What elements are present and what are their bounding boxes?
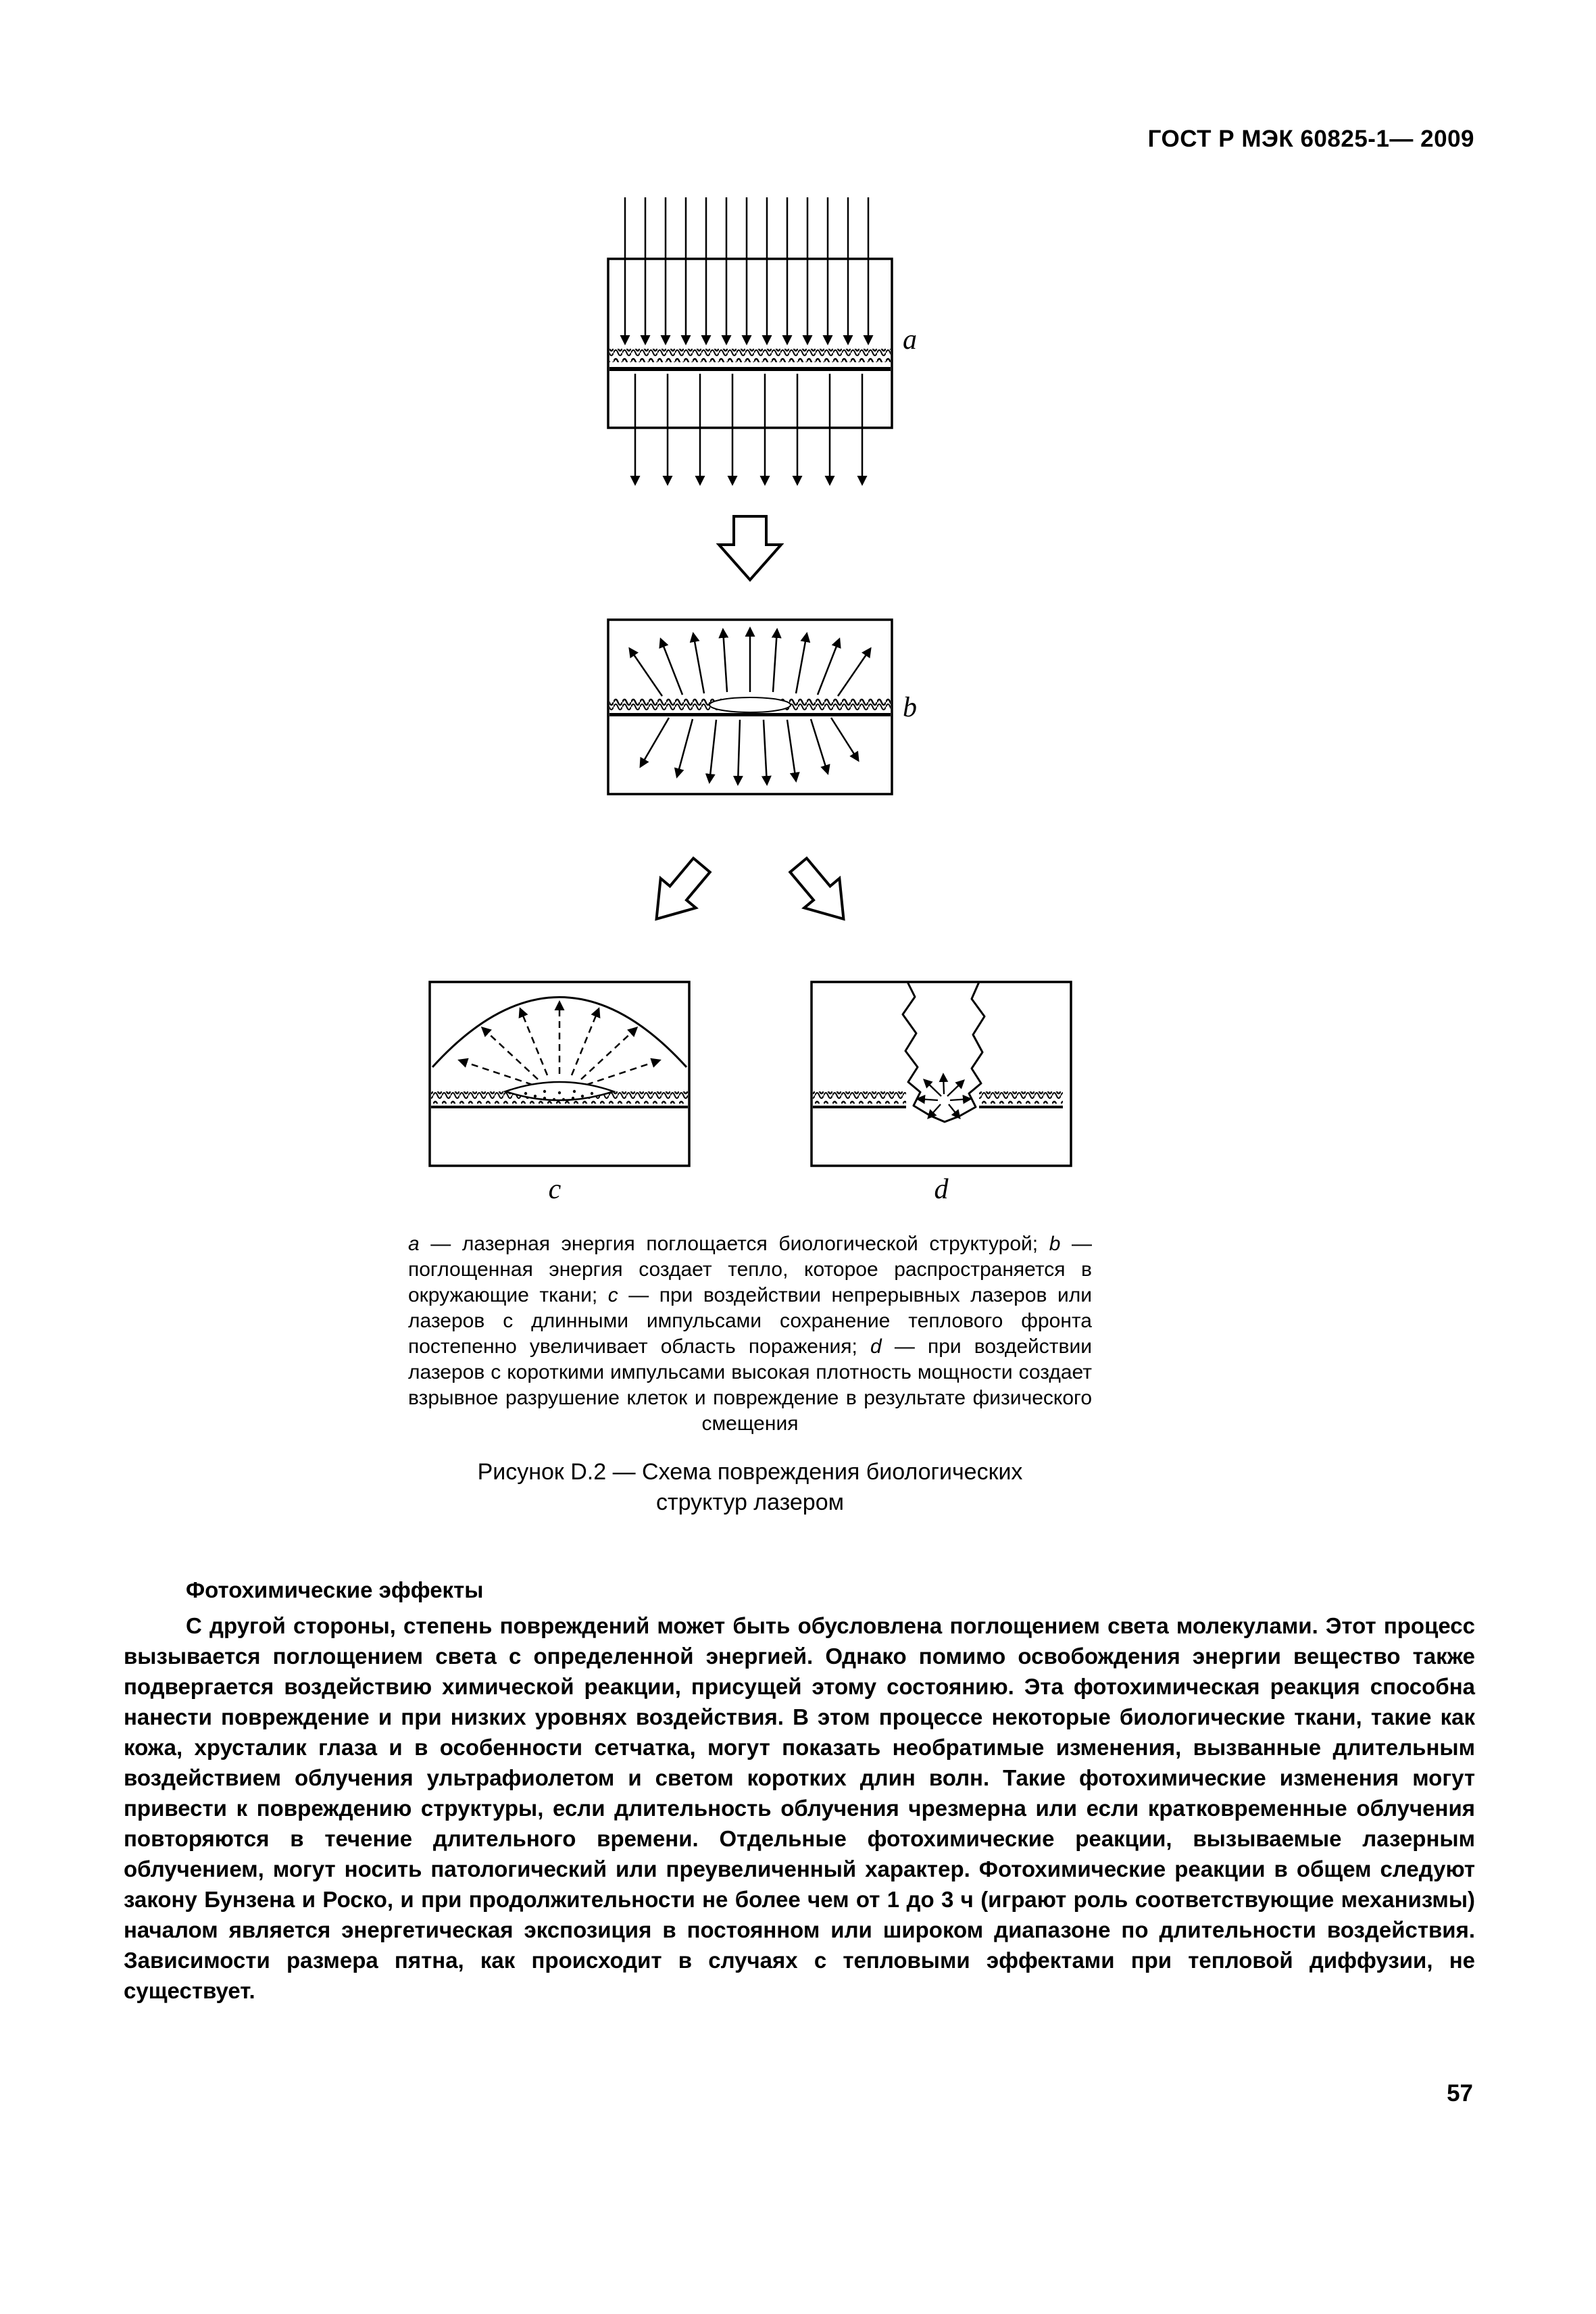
page-number: 57 [1447,2080,1473,2107]
page-header: ГОСТ Р МЭК 60825-1— 2009 [1147,126,1474,152]
legend-label-b: b [1049,1233,1061,1255]
figure-legend [408,1231,1092,1437]
heat-arrows-up [630,629,870,696]
diagram-d [806,978,1076,1204]
tissue-block-a [608,259,892,428]
legend-text-a: — лазерная энергия поглощается биологической структурой; [419,1233,1049,1255]
diagram-c-label: c [548,1174,561,1204]
rupture-crack [903,982,984,1122]
diagram-cd-row [424,978,1076,1204]
diagram-d-label: d [934,1174,948,1204]
diagram-b [561,616,939,799]
legend-text-d: — при воздействии лазеров с короткими импульсами высокая плотность мощности создает взрывное разрушение клеток и повреждение в результате физического смещения [408,1335,1092,1435]
diagram-c [424,978,695,1204]
diagram-a-label: a [903,324,917,355]
legend-label-d: d [870,1335,882,1358]
figure-d2 [392,195,1108,1518]
body-text [124,1577,1475,2006]
absorbing-layer-b [609,697,891,716]
section-subheading: Фотохимические эффекты [186,1577,484,1602]
expanding-heat-arrows [459,1002,659,1085]
flow-arrows-diverge-icon [561,846,939,941]
body-paragraph: С другой стороны, степень повреждений может быть обусловлена поглощением света молекулами. Этот процесс вызывается поглощением света с определенной энергией. Однако помимо освобождения энергии вещество также подвергается воздействию химической реакции, присущей этому состоянию. Эта фотохимическая реакция способна нанести повреждение и при низких уровнях воздействия. В этом процессе некоторые биологические ткани, такие как кожа, хрусталик глаза и в особенности сетчатка, могут показать необратимые изменения, вызванные длительным воздействием облучения ультрафиолетом и светом коротких длин волн. Такие фотохимические изменения могут привести к повреждению структуры, если длительность облучения чрезмерна или если кратковременные облучения повторяются в течение длительного времени. Отдельные фотохимические реакции, вызываемые лазерным облучением, могут носить патологический или преувеличенный характер. Фотохимические реакции в общем следуют закону Бунзена и Роско, и при продолжительности не более чем от 1 до 3 ч (играют роль соответствующие механизмы) началом является энергетическая экспозиция в постоянном или широком диапазоне по длительности воздействия. Зависимости размера пятна, как происходит в случаях с тепловыми эффектами при тепловой диффузии, не существует. [124,1613,1475,2003]
diagram-a [561,195,939,499]
diagram-b-label: b [903,692,917,723]
flow-arrow-down-icon [703,515,797,583]
legend-text-b: — поглощенная энергия создает тепло, которое распространяется в окружающие ткани; [408,1233,1092,1306]
incident-beam-arrows [625,197,868,343]
heat-arrows-down [641,718,858,784]
absorbing-layer-a [609,349,891,371]
tissue-block-d [812,982,1071,1166]
legend-text-c: — при воздействии непрерывных лазеров или лазеров с длинными импульсами сохранение теплового фронта постепенно увеличивает область поражения; [408,1284,1092,1358]
figure-caption: Рисунок D.2 — Схема повреждения биологических структур лазером [477,1459,1023,1515]
legend-label-a: a [408,1233,420,1255]
explosion-arrows [918,1075,970,1118]
flow-arrow-down-right-icon [781,850,862,933]
legend-label-c: c [607,1284,618,1306]
flow-arrow-down-left-icon [639,850,720,933]
